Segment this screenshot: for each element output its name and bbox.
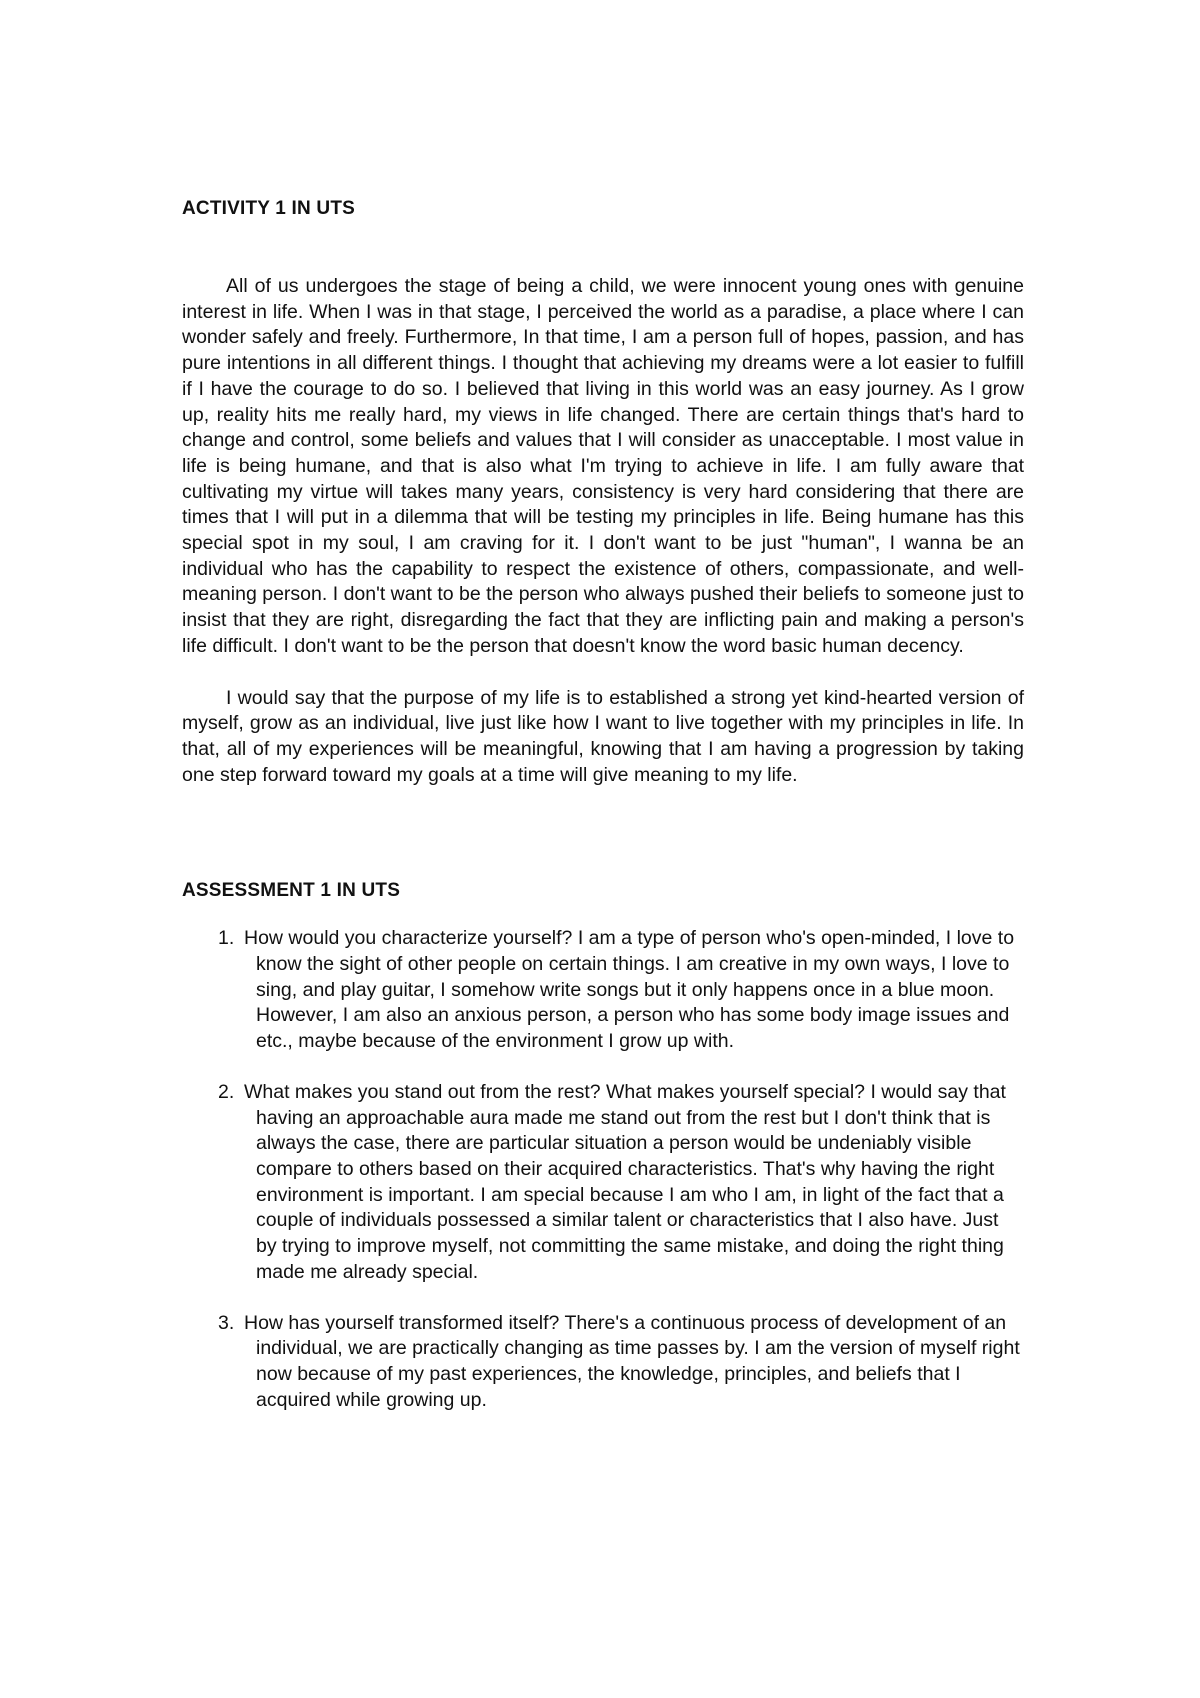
- assessment-item: [182, 1311, 1024, 1414]
- assessment-item: [182, 926, 1024, 1055]
- item-number: 3.: [218, 1311, 235, 1334]
- assessment-heading: ASSESSMENT 1 IN UTS: [182, 880, 401, 902]
- item-number: 2.: [218, 1080, 235, 1103]
- item-text: What makes you stand out from the rest? What makes yourself special? I would say that having an approachable aura made me stand out from the rest but I don't think that is always the case, there are particular situation a person would be undeniably visible compare to others based on their acquired characteristics. That's why having the right environment is important. I am special because I am who I am, in light of the fact that a couple of individuals possessed a similar talent or characteristics that I also have. Just by trying to improve myself, not committing the same mistake, and doing the right thing made me already special.: [244, 1080, 1006, 1283]
- item-text: How has yourself transformed itself? There's a continuous process of development of an individual, we are practically changing as time passes by. I am the version of myself right now because of my past experiences, the knowledge, principles, and beliefs that I acquired while growing up.: [244, 1311, 1020, 1411]
- document-body: [182, 196, 1024, 1438]
- assessment-item: [182, 1080, 1024, 1286]
- item-number: 1.: [218, 927, 235, 950]
- activity-paragraph: I would say that the purpose of my life is to established a strong yet kind-hearted version of myself, grow as an individual, live just like how I want to live together with my principles in life. In that, all of my experiences will be meaningful, knowing that I am having a progression by taking one step forward toward my goals at a time will give meaning to my life.: [182, 686, 1024, 786]
- activity-paragraph: All of us undergoes the stage of being a child, we were innocent young ones with genuine interest in life. When I was in that stage, I perceived the world as a paradise, a place where I can wonder safely and freely. Furthermore, In that time, I am a person full of hopes, passion, and has pure intentions in all different things. I thought that achieving my dreams were a lot easier to fulfill if I have the courage to do so. I believed that living in this world was an easy journey. As I grow up, reality hits me really hard, my views in life changed. There are certain things that's hard to change and control, some beliefs and values that I will consider as unacceptable. I most value in life is being humane, and that is also what I'm trying to achieve in life. I am fully aware that cultivating my virtue will takes many years, consistency is very hard considering that there are times that I will put in a dilemma that will be testing my principles in life. Being humane has this special spot in my soul, I am craving for it. I don't want to be just "human", I wanna be an individual who has the capability to respect the existence of others, compassionate, and well-meaning person. I don't want to be the person who always pushed their beliefs to someone just to insist that they are right, disregarding the fact that they are inflicting pain and making a person's life difficult. I don't want to be the person that doesn't know the word basic human decency.: [182, 275, 1024, 657]
- activity-heading: ACTIVITY 1 IN UTS: [182, 198, 356, 219]
- item-text: How would you characterize yourself? I am a type of person who's open-minded, I love to know the sight of other people on certain things. I am creative in my own ways, I love to sing, and play guitar, I somehow write songs but it only happens once in a blue moon. However, I am also an anxious person, a person who has some body image issues and etc., maybe because of the environment I grow up with.: [244, 927, 1015, 1053]
- assessment-list: [182, 926, 1024, 1413]
